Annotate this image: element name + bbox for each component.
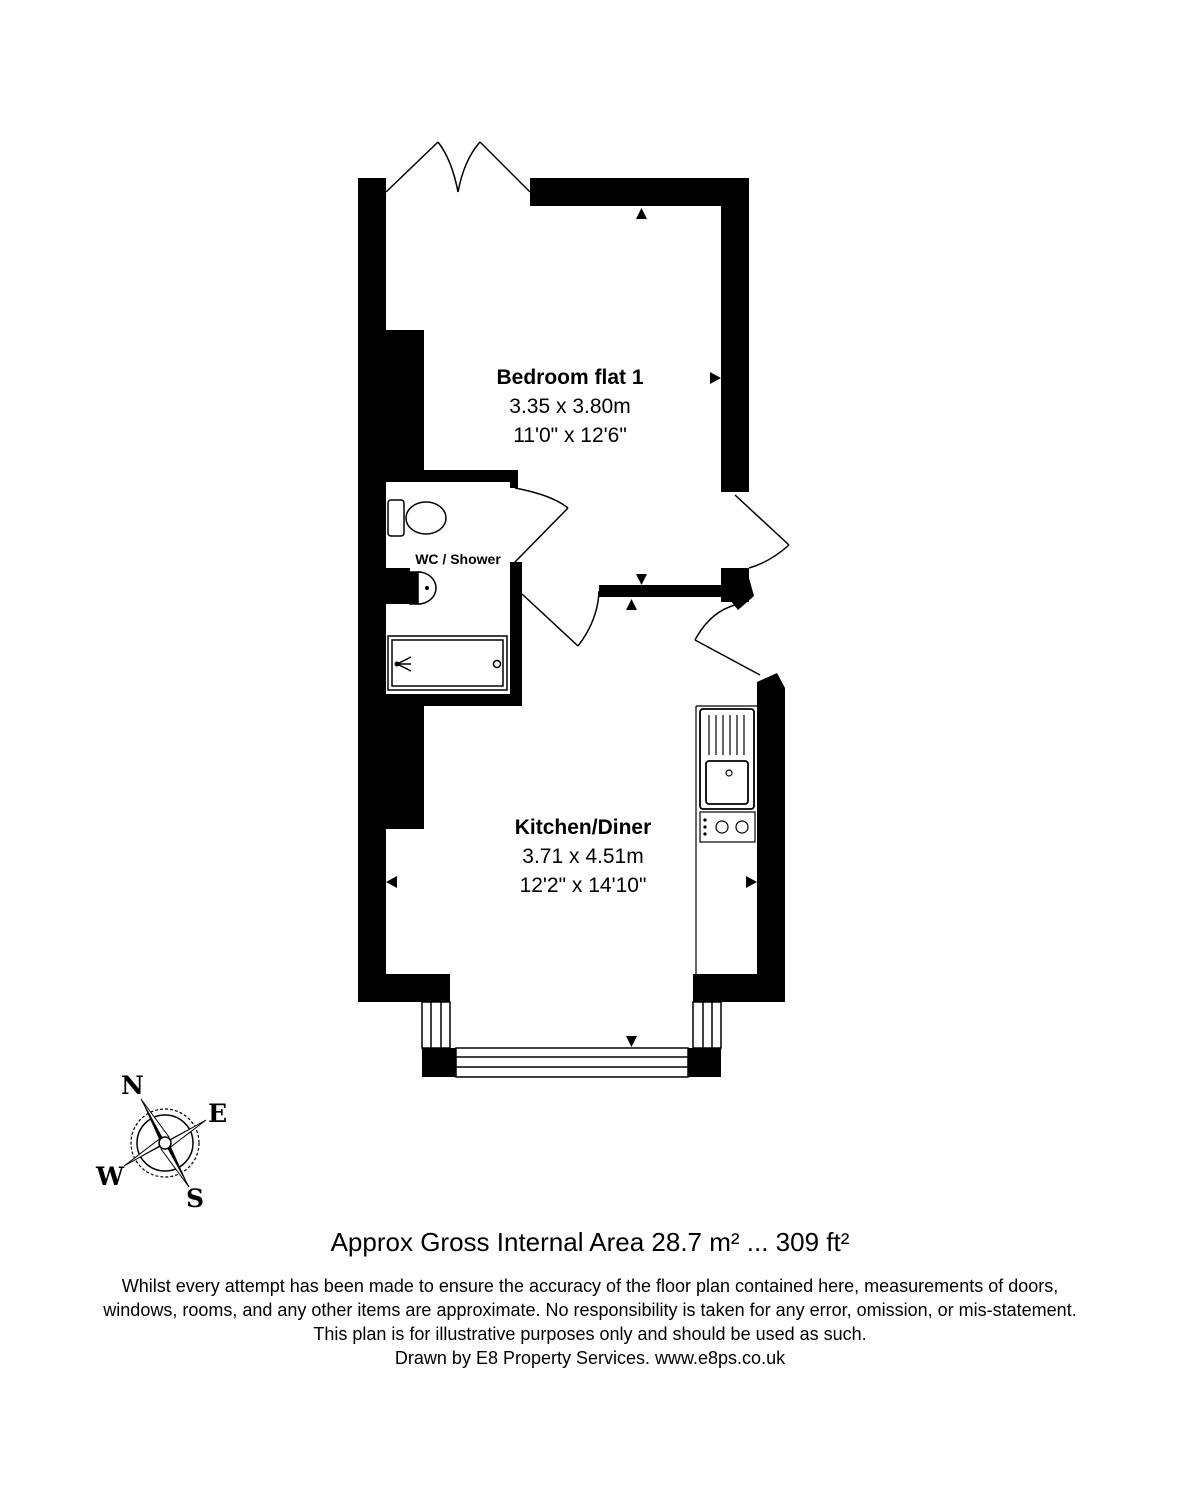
arrow-down-kitchen-bottom-icon (626, 1036, 637, 1047)
kitchen-door-swing (578, 591, 599, 646)
bedroom-door-leaf (735, 495, 789, 545)
kitchen-name: Kitchen/Diner (514, 816, 652, 839)
wall-kitchen-bottom-left (358, 974, 450, 1002)
french-door-left-swing (438, 142, 458, 192)
sink-unit (700, 709, 754, 809)
wall-wc-top (386, 470, 518, 482)
compass-east-label: E (208, 1099, 228, 1128)
toilet-cistern (388, 500, 404, 536)
bedroom-name: Bedroom flat 1 (496, 366, 644, 389)
wall-bedroom-right (721, 178, 749, 492)
drainer-grooves (709, 715, 744, 755)
wall-partition (599, 585, 723, 597)
wc-door-leaf (515, 508, 568, 562)
wall-wc-top-stub (510, 470, 518, 488)
kitchen-imperial: 12'2" x 14'10" (519, 874, 647, 897)
shower-tray (388, 636, 507, 690)
french-door-right-swing (458, 142, 480, 192)
kitchen-metric: 3.71 x 4.51m (522, 845, 644, 868)
walls (358, 178, 785, 1077)
disclaimer-line-2: windows, rooms, and any other items are approximate. No responsibility is taken for any error, omission, or mis-statement. (103, 1300, 1077, 1320)
wall-wc-bottom (386, 694, 522, 706)
french-door-left-leaf (386, 142, 438, 192)
compass-north-label: N (121, 1071, 144, 1100)
bedroom-metric: 3.35 x 3.80m (509, 395, 631, 418)
tap-icon (726, 770, 732, 776)
disclaimer (0, 1274, 1180, 1370)
compass-rose-icon (124, 1099, 206, 1187)
wc-door-swing (515, 488, 568, 508)
kitchen-door-leaf (522, 594, 578, 646)
bedroom-imperial: 11'0" x 12'6" (513, 424, 627, 447)
wall-wc-right (510, 562, 522, 706)
arrow-down-bedroom-bottom-icon (636, 574, 647, 585)
arrow-left-kitchen-icon (386, 876, 397, 888)
disclaimer-line-1: Whilst every attempt has been made to ensure the accuracy of the floor plan contained here, measurements of doors, (121, 1276, 1059, 1296)
chimney-breast-upper (386, 330, 424, 470)
wall-wc-left-block (386, 568, 410, 604)
hob-ring-left-icon (716, 821, 728, 833)
wall-bedroom-top (530, 178, 749, 206)
hob-ring-right-icon (736, 821, 748, 833)
arrow-right-bedroom-icon (710, 372, 721, 384)
toilet-bowl-icon (406, 502, 446, 534)
bay-corner-left (422, 1048, 456, 1077)
bay-corner-right (688, 1048, 721, 1077)
disclaimer-line-3: This plan is for illustrative purposes only and should be used as such. (313, 1324, 867, 1344)
bedroom-door-swing (749, 545, 789, 568)
chimney-breast-lower (386, 706, 424, 829)
compass-south-label: S (186, 1184, 205, 1213)
gross-internal-area: Approx Gross Internal Area 28.7 m² ... 309 ft² (330, 1227, 850, 1257)
french-door-right-leaf (480, 142, 530, 192)
kitchen-entry-door-swing (695, 605, 735, 640)
sink-bowl (706, 761, 748, 804)
wall-kitchen-bottom-right (693, 974, 785, 1002)
bay-window (422, 1002, 721, 1077)
wc-label: WC / Shower (415, 551, 501, 567)
arrow-up-kitchen-top-icon (626, 599, 637, 610)
measurement-arrows (386, 208, 757, 1047)
wall-left-outer (358, 178, 386, 1002)
kitchen-label (478, 813, 688, 900)
disclaimer-line-4: Drawn by E8 Property Services. www.e8ps.co.uk (394, 1348, 786, 1368)
compass-west-label: W (96, 1162, 125, 1191)
kitchen-units (696, 706, 757, 974)
kitchen-entry-door-leaf (695, 640, 760, 675)
arrow-right-kitchen-icon (746, 876, 757, 888)
wall-kitchen-right (757, 673, 785, 1002)
bedroom-label (465, 363, 675, 450)
arrow-up-bedroom-top-icon (636, 208, 647, 219)
